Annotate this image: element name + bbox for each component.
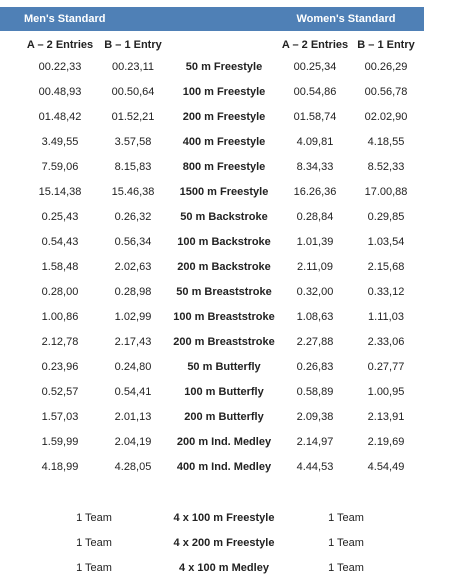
women-a-time-cell: 1.01,39: [296, 236, 334, 248]
men-b-time-cell: 0.26,32: [114, 211, 152, 223]
men-b-time-cell: 0.54,41: [114, 386, 152, 398]
event-name-cell: 100 m Backstroke: [177, 236, 271, 248]
relay-women-team-cell: 1 Team: [328, 537, 364, 549]
men-b-time-cell: 8.15,83: [114, 161, 152, 173]
women-b-time-cell: 00.56,78: [364, 86, 408, 98]
men-b-time-cell: 3.57,58: [114, 136, 152, 148]
table-row: [0, 408, 450, 426]
women-b-time-cell: 1.03,54: [367, 236, 405, 248]
men-a-time-cell: 2.12,78: [41, 336, 79, 348]
relay-row: [0, 534, 450, 552]
women-b-time-cell: 2.19,69: [367, 436, 405, 448]
men-a-time-cell: 3.49,55: [41, 136, 79, 148]
table-row: [0, 258, 450, 276]
women-b-time-cell: 2.15,68: [367, 261, 405, 273]
men-a-time-cell: 1.59,99: [41, 436, 79, 448]
table-row: [0, 233, 450, 251]
table-row: [0, 183, 450, 201]
men-a-time-cell: 0.28,00: [41, 286, 79, 298]
event-name-cell: 1500 m Freestyle: [179, 186, 269, 198]
relay-row: [0, 509, 450, 527]
women-a-time-cell: 01.58,74: [293, 111, 337, 123]
men-a-time-cell: 1.57,03: [41, 411, 79, 423]
women-a-time-cell: 2.14,97: [296, 436, 334, 448]
men-b-time-cell: 2.04,19: [114, 436, 152, 448]
event-name-cell: 50 m Freestyle: [185, 61, 263, 73]
women-b-time-cell: 1.11,03: [368, 311, 404, 323]
men-b-time-cell: 01.52,21: [111, 111, 155, 123]
table-row: [0, 108, 450, 126]
women-a-time-cell: 16.26,36: [293, 186, 337, 198]
table-row: [0, 83, 450, 101]
event-name-cell: 50 m Backstroke: [180, 211, 268, 223]
women-a-time-cell: 2.09,38: [296, 411, 334, 423]
men-a-time-cell: 0.52,57: [41, 386, 79, 398]
men-a-time-cell: 00.48,93: [38, 86, 82, 98]
table-row: [0, 283, 450, 301]
table-row: [0, 458, 450, 476]
table-row: [0, 158, 450, 176]
men-b-time-cell: 1.02,99: [114, 311, 152, 323]
men-a-time-cell: 01.48,42: [38, 111, 82, 123]
event-name-cell: 200 m Backstroke: [177, 261, 271, 273]
event-name-cell: 100 m Breaststroke: [173, 311, 275, 323]
women-a-time-cell: 0.28,84: [296, 211, 334, 223]
men-b-time-cell: 2.02,63: [114, 261, 152, 273]
women-a-time-cell: 4.09,81: [296, 136, 334, 148]
women-b-time-cell: 0.33,12: [367, 286, 405, 298]
event-name-cell: 400 m Freestyle: [182, 136, 266, 148]
relay-men-team-cell: 1 Team: [76, 537, 112, 549]
men-b-time-cell: 4.28,05: [114, 461, 152, 473]
women-a-time-cell: 00.25,34: [293, 61, 337, 73]
women-b-time-cell: 4.18,55: [367, 136, 405, 148]
women-b-time-cell: 4.54,49: [367, 461, 405, 473]
table-row: [0, 58, 450, 76]
women-b-time-cell: 02.02,90: [364, 111, 408, 123]
men-a-time-cell: 1.00,86: [41, 311, 79, 323]
men-a-time-cell: 00.22,33: [38, 61, 82, 73]
event-name-cell: 800 m Freestyle: [182, 161, 266, 173]
women-a-entries-heading: A – 2 Entries: [281, 39, 349, 51]
women-a-time-cell: 8.34,33: [296, 161, 334, 173]
event-name-cell: 50 m Butterfly: [187, 361, 261, 373]
women-a-time-cell: 0.58,89: [296, 386, 334, 398]
men-b-time-cell: 0.56,34: [114, 236, 152, 248]
men-b-entry-heading: B – 1 Entry: [104, 39, 162, 51]
women-b-time-cell: 8.52,33: [367, 161, 405, 173]
womens-standard-heading: Women's Standard: [296, 13, 396, 25]
men-a-time-cell: 4.18,99: [41, 461, 79, 473]
event-name-cell: 50 m Breaststroke: [176, 286, 272, 298]
event-name-cell: 200 m Freestyle: [182, 111, 266, 123]
women-b-time-cell: 1.00,95: [367, 386, 405, 398]
table-row: [0, 358, 450, 376]
table-row: [0, 133, 450, 151]
women-b-time-cell: 0.29,85: [367, 211, 405, 223]
relay-row: [0, 559, 450, 577]
men-a-entries-heading: A – 2 Entries: [26, 39, 94, 51]
men-a-time-cell: 0.23,96: [41, 361, 79, 373]
event-name-cell: 200 m Ind. Medley: [176, 436, 272, 448]
men-b-time-cell: 0.24,80: [114, 361, 152, 373]
table-row: [0, 208, 450, 226]
men-b-time-cell: 0.28,98: [114, 286, 152, 298]
table-row: [0, 383, 450, 401]
table-row: [0, 333, 450, 351]
event-name-cell: 100 m Freestyle: [182, 86, 266, 98]
men-b-time-cell: 2.01,13: [114, 411, 152, 423]
women-b-time-cell: 17.00,88: [364, 186, 408, 198]
men-a-time-cell: 0.25,43: [41, 211, 79, 223]
women-a-time-cell: 0.26,83: [296, 361, 334, 373]
men-b-time-cell: 15.46,38: [111, 186, 155, 198]
event-name-cell: 400 m Ind. Medley: [176, 461, 272, 473]
men-a-time-cell: 0.54,43: [41, 236, 79, 248]
relay-men-team-cell: 1 Team: [76, 512, 112, 524]
relay-women-team-cell: 1 Team: [328, 562, 364, 574]
event-name-cell: 100 m Butterfly: [184, 386, 264, 398]
women-b-time-cell: 0.27,77: [367, 361, 405, 373]
men-a-time-cell: 15.14,38: [38, 186, 82, 198]
women-a-time-cell: 2.11,09: [297, 261, 333, 273]
men-b-time-cell: 2.17,43: [114, 336, 152, 348]
men-b-time-cell: 00.50,64: [111, 86, 155, 98]
women-a-time-cell: 00.54,86: [293, 86, 337, 98]
men-a-time-cell: 1.58,48: [41, 261, 79, 273]
women-a-time-cell: 1.08,63: [296, 311, 334, 323]
men-a-time-cell: 7.59,06: [41, 161, 79, 173]
women-b-time-cell: 00.26,29: [364, 61, 408, 73]
event-name-cell: 200 m Butterfly: [184, 411, 264, 423]
women-b-entry-heading: B – 1 Entry: [357, 39, 415, 51]
mens-standard-heading: Men's Standard: [24, 13, 106, 25]
women-a-time-cell: 0.32,00: [296, 286, 334, 298]
men-b-time-cell: 00.23,11: [111, 61, 154, 73]
relay-event-cell: 4 x 200 m Freestyle: [173, 537, 275, 549]
relay-event-cell: 4 x 100 m Freestyle: [173, 512, 275, 524]
women-a-time-cell: 2.27,88: [296, 336, 334, 348]
women-b-time-cell: 2.33,06: [367, 336, 405, 348]
relay-women-team-cell: 1 Team: [328, 512, 364, 524]
women-a-time-cell: 4.44,53: [296, 461, 334, 473]
relay-event-cell: 4 x 100 m Medley: [179, 562, 269, 574]
table-row: [0, 308, 450, 326]
table-header-bar: [0, 7, 424, 31]
event-name-cell: 200 m Breaststroke: [173, 336, 275, 348]
relay-men-team-cell: 1 Team: [76, 562, 112, 574]
women-b-time-cell: 2.13,91: [367, 411, 405, 423]
table-row: [0, 433, 450, 451]
